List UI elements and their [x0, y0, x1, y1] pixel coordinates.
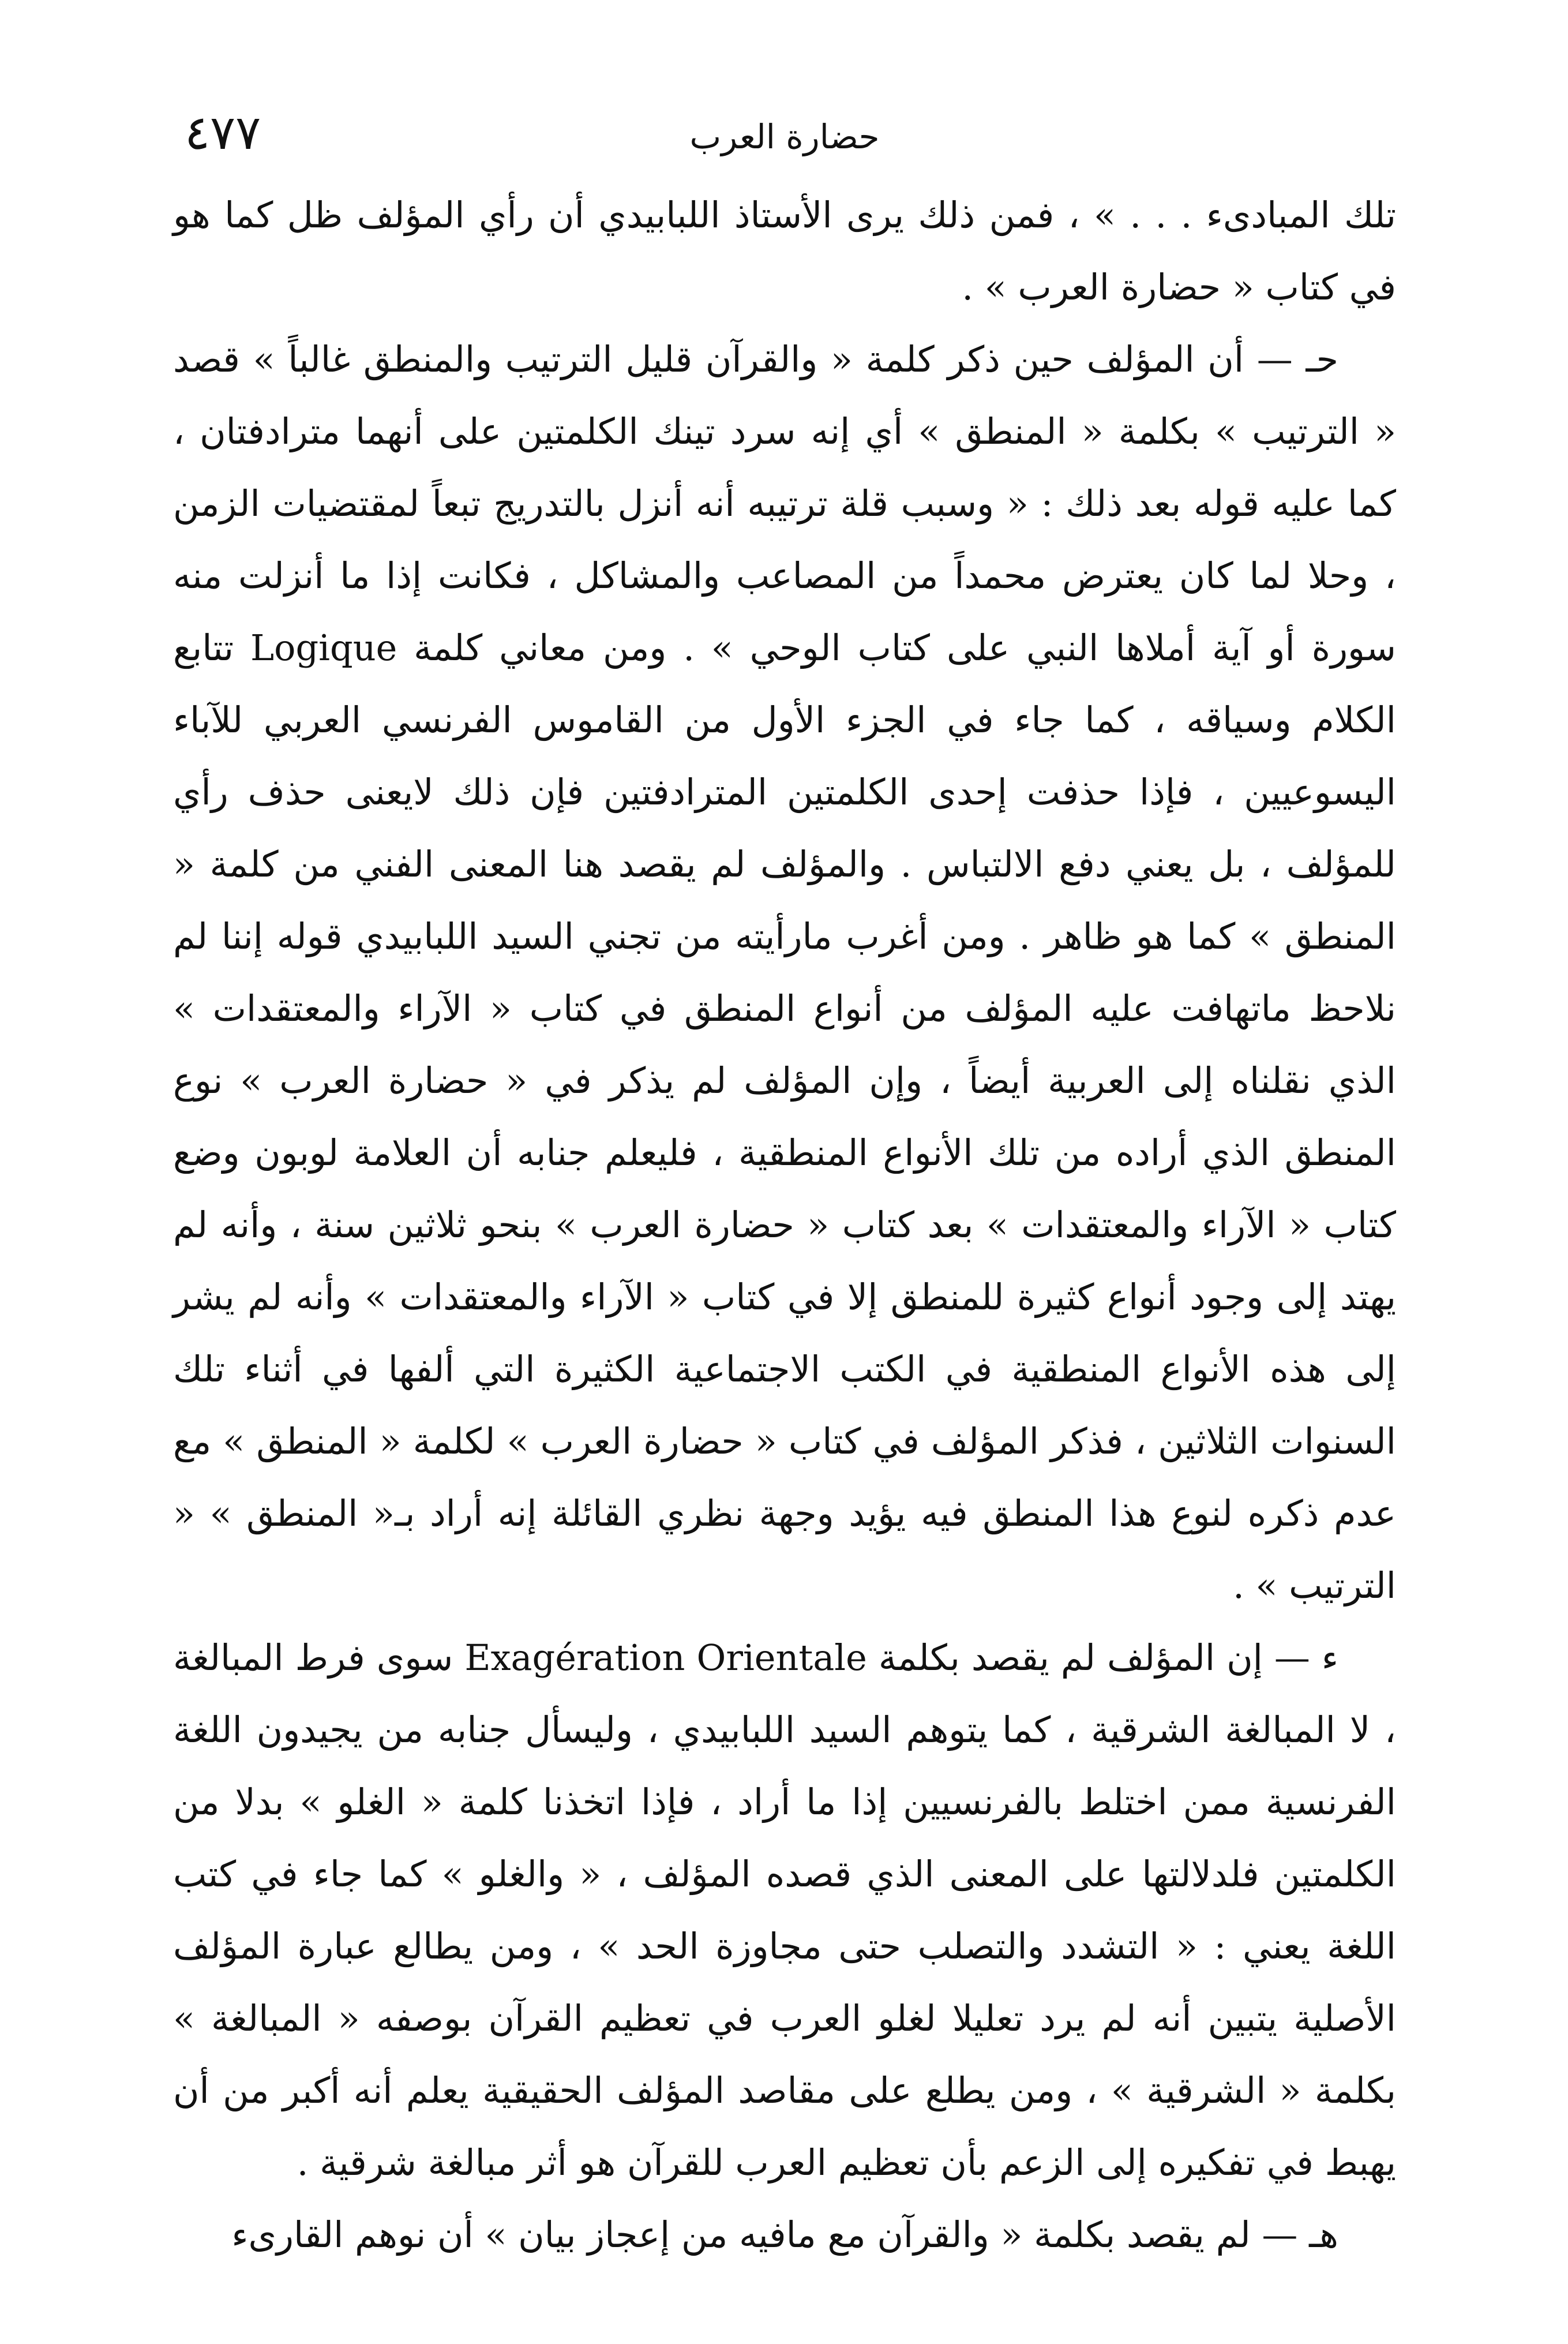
paragraph-continuation: تلك المبادىء . . . » ، فمن ذلك يرى الأستاذ اللبابيدي أن رأي المؤلف ظل كما هو في كتاب « حضارة العرب » .	[173, 194, 1396, 308]
page-header	[173, 87, 1396, 179]
paragraph-point-he: هـ — لم يقصد بكلمة « والقرآن مع مافيه من إعجاز بيان » أن نوهم القارىء	[231, 2214, 1338, 2256]
page-number: ٤٧٧	[185, 106, 261, 160]
paragraph-point-ha: حـ — أن المؤلف حين ذكر كلمة « والقرآن قليل الترتيب والمنطق غالباً » قصد « الترتيب » بكلمة « المنطق » أي إنه سرد تينك الكلمتين على أنهما مترادفتان ، كما عليه قوله بعد ذلك : « وسبب قلة ترتيبه أنه أنزل بالتدريج تبعاً لمقتضيات الزمن ، وحلا لما كان يعترض محمداً من المصاعب والمشاكل ، فكانت إذا ما أنزلت منه سورة أو آية أملاها النبي على كتاب الوحي » . ومن معاني كلمة Logique تتابع الكلام وسياقه ، كما جاء في الجزء الأول من القاموس الفرنسي العربي للآباء اليسوعيين ، فإذا حذفت إحدى الكلمتين المترادفتين فإن ذلك لايعنى حذف رأي للمؤلف ، بل يعني دفع الالتباس . والمؤلف لم يقصد هنا المعنى الفني من كلمة « المنطق » كما هو ظاهر . ومن أغرب مارأيته من تجني السيد اللبابيدي قوله إننا لم نلاحظ ماتهافت عليه المؤلف من أنواع المنطق في كتاب « الآراء والمعتقدات » الذي نقلناه إلى العربية أيضاً ، وإن المؤلف لم يذكر في « حضارة العرب » نوع المنطق الذي أراده من تلك الأنواع المنطقية ، فليعلم جنابه أن العلامة لوبون وضع كتاب « الآراء والمعتقدات » بعد كتاب « حضارة العرب » بنحو ثلاثين سنة ، وأنه لم يهتد إلى وجود أنواع كثيرة للمنطق إلا في كتاب « الآراء والمعتقدات » وأنه لم يشر إلى هذه الأنواع المنطقية في الكتب الاجتماعية الكثيرة التي ألفها في أثناء تلك السنوات الثلاثين ، فذكر المؤلف في كتاب « حضارة العرب » لكلمة « المنطق » مع عدم ذكره لنوع هذا المنطق فيه يؤيد وجهة نظري القائلة إنه أراد بـ« المنطق » « الترتيب » .	[173, 338, 1396, 1607]
book-page	[173, 87, 1396, 2279]
running-title: حضارة العرب	[689, 117, 880, 156]
paragraph-point-dal: ء — إن المؤلف لم يقصد بكلمة Exagération Orientale سوى فرط المبالغة ، لا المبالغة الشرقية ، كما يتوهم السيد اللبابيدي ، وليسأل جنابه من يجيدون اللغة الفرنسية ممن اختلط بالفرنسيين إذا ما أراد ، فإذا اتخذنا كلمة « الغلو » بدلا من الكلمتين فلدلالتها على المعنى الذي قصده المؤلف ، « والغلو » كما جاء في كتب اللغة يعني : « التشدد والتصلب حتى مجاوزة الحد » ، ومن يطالع عبارة المؤلف الأصلية يتبين أنه لم يرد تعليلا لغلو العرب في تعظيم القرآن بوصفه « المبالغة » بكلمة « الشرقية » ، ومن يطلع على مقاصد المؤلف الحقيقية يعلم أنه أكبر من أن يهبط في تفكيره إلى الزعم بأن تعظيم العرب للقرآن هو أثر مبالغة شرقية .	[173, 1637, 1396, 2184]
page-body	[173, 179, 1396, 2271]
